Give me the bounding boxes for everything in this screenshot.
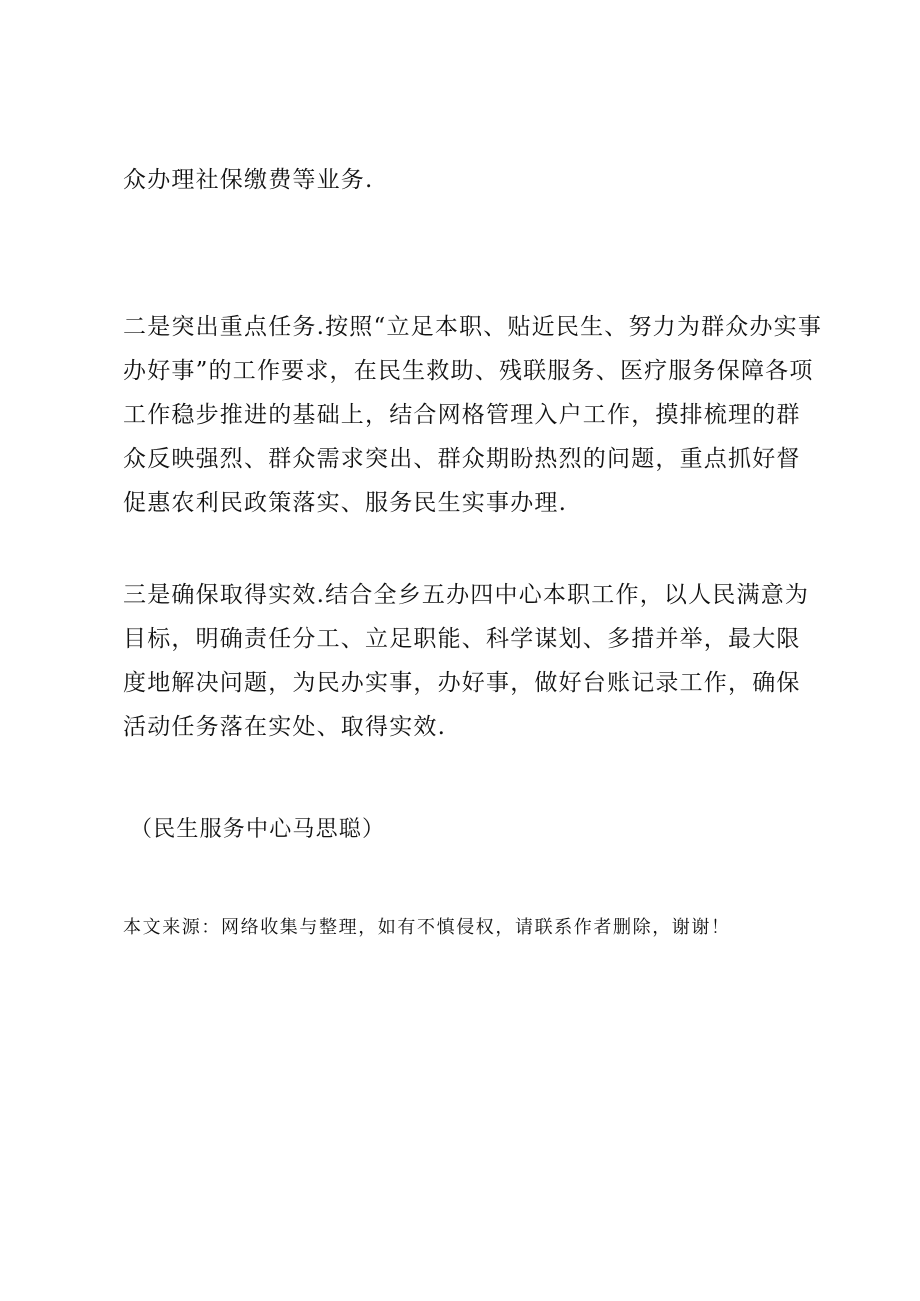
source-note: 本文来源：网络收集与整理，如有不慎侵权，请联系作者删除，谢谢！ bbox=[123, 917, 731, 938]
paragraph-ensure-results: 三是确保取得实效.结合全乡五办四中心本职工作，以人民满意为目标，明确责任分工、立足职能、科学谋划、多措并举，最大限度地解决问题，为民办实事，办好事，做好台账记录工作，确保活动任务落在实处、取得实效. bbox=[123, 582, 810, 740]
author-signature: （民生服务中心马思聪） bbox=[130, 817, 386, 842]
paragraph-continuation: 众办理社保缴费等业务. bbox=[123, 167, 374, 193]
paragraph-key-tasks: 二是突出重点任务.按照“立足本职、贴近民生、努力为群众办实事办好事”的工作要求，在民生救助、残联服务、医疗服务保障各项工作稳步推进的基础上，结合网格管理入户工作，摸排梳理的群众反映强烈、群众需求突出、群众期盼热烈的问题，重点抓好督促惠农利民政策落实、服务民生实事办理. bbox=[123, 314, 823, 516]
